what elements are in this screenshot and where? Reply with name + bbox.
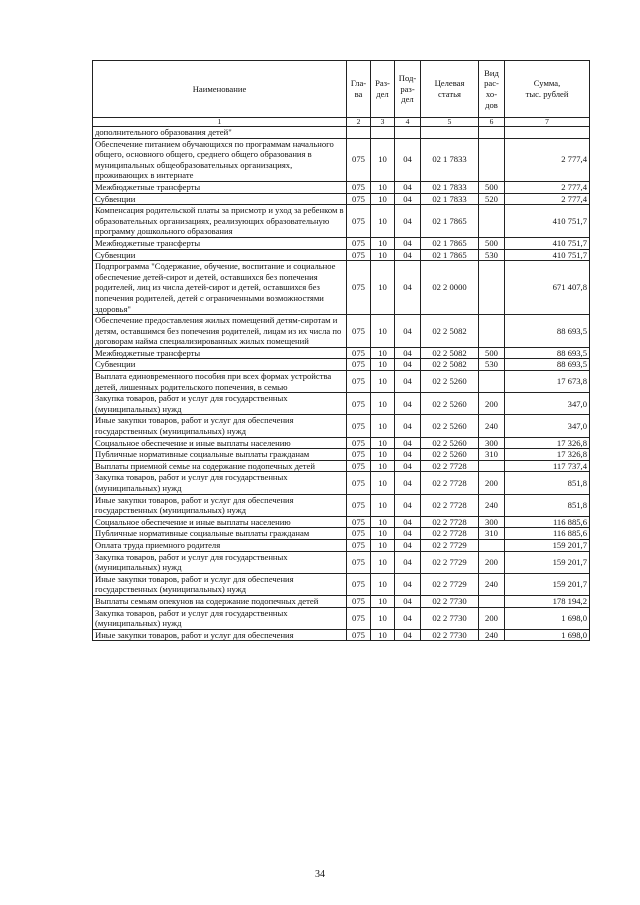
row-target: 02 2 7728 [421, 472, 479, 494]
row-razdel: 10 [371, 551, 395, 573]
row-name: Публичные нормативные социальные выплаты гражданам [93, 528, 347, 540]
row-name: Закупка товаров, работ и услуг для государственных (муниципальных) нужд [93, 472, 347, 494]
row-sum: 116 885,6 [505, 516, 590, 528]
row-glava: 075 [347, 494, 371, 516]
row-glava: 075 [347, 193, 371, 205]
row-vid: 240 [479, 415, 505, 437]
row-glava: 075 [347, 437, 371, 449]
row-podrazdel: 04 [395, 494, 421, 516]
row-name: Закупка товаров, работ и услуг для государственных (муниципальных) нужд [93, 607, 347, 629]
header-vid: Вид рас- хо- дов [479, 61, 505, 118]
row-sum: 88 693,5 [505, 347, 590, 359]
row-razdel: 10 [371, 193, 395, 205]
row-target: 02 2 0000 [421, 261, 479, 315]
row-target: 02 2 5082 [421, 347, 479, 359]
row-sum: 178 194,2 [505, 595, 590, 607]
row-podrazdel: 04 [395, 181, 421, 193]
row-podrazdel: 04 [395, 315, 421, 348]
row-glava: 075 [347, 261, 371, 315]
row-vid: 200 [479, 472, 505, 494]
row-name: Обеспечение предоставления жилых помещений детям-сиротам и детям, оставшимся без попечения родителей, лицам из их числа по договорам найма специализированных жилых помещений [93, 315, 347, 348]
row-podrazdel: 04 [395, 449, 421, 461]
row-glava: 075 [347, 237, 371, 249]
row-razdel: 10 [371, 261, 395, 315]
row-target: 02 2 5082 [421, 359, 479, 371]
row-glava: 075 [347, 249, 371, 261]
row-razdel: 10 [371, 249, 395, 261]
row-razdel: 10 [371, 539, 395, 551]
row-target: 02 2 7730 [421, 607, 479, 629]
budget-table [92, 60, 590, 641]
table-row [93, 415, 590, 437]
table-row [93, 315, 590, 348]
row-sum: 851,8 [505, 494, 590, 516]
row-name: Выплаты приемной семье на содержание подопечных детей [93, 460, 347, 472]
table-row [93, 249, 590, 261]
table-row [93, 261, 590, 315]
row-target: 02 2 5260 [421, 449, 479, 461]
table-row [93, 494, 590, 516]
row-vid: 200 [479, 393, 505, 415]
row-target: 02 1 7833 [421, 138, 479, 181]
row-glava: 075 [347, 539, 371, 551]
table-row [93, 629, 590, 641]
row-glava: 075 [347, 393, 371, 415]
row-target: 02 1 7865 [421, 237, 479, 249]
table-row [93, 193, 590, 205]
row-sum: 410 751,7 [505, 205, 590, 238]
row-podrazdel [395, 127, 421, 139]
row-sum: 17 326,8 [505, 449, 590, 461]
row-sum: 671 407,8 [505, 261, 590, 315]
header-row [93, 61, 590, 118]
row-podrazdel: 04 [395, 347, 421, 359]
row-target: 02 2 5082 [421, 315, 479, 348]
row-vid: 500 [479, 347, 505, 359]
row-razdel: 10 [371, 472, 395, 494]
table-row [93, 359, 590, 371]
row-razdel: 10 [371, 371, 395, 393]
row-glava: 075 [347, 460, 371, 472]
row-vid [479, 261, 505, 315]
row-razdel: 10 [371, 516, 395, 528]
row-razdel: 10 [371, 315, 395, 348]
row-glava: 075 [347, 205, 371, 238]
row-vid: 240 [479, 629, 505, 641]
column-number: 6 [479, 118, 505, 127]
row-podrazdel: 04 [395, 415, 421, 437]
row-vid: 310 [479, 449, 505, 461]
row-razdel: 10 [371, 528, 395, 540]
row-sum: 88 693,5 [505, 315, 590, 348]
row-name: Иные закупки товаров, работ и услуг для обеспечения государственных (муниципальных) нужд [93, 415, 347, 437]
row-glava: 075 [347, 528, 371, 540]
budget-table-sheet [92, 60, 589, 641]
header-target: Целевая статья [421, 61, 479, 118]
row-razdel: 10 [371, 393, 395, 415]
row-razdel: 10 [371, 607, 395, 629]
row-name: Иные закупки товаров, работ и услуг для обеспечения государственных (муниципальных) нужд [93, 573, 347, 595]
row-glava: 075 [347, 315, 371, 348]
row-name: Иные закупки товаров, работ и услуг для обеспечения [93, 629, 347, 641]
row-name: Выплаты семьям опекунов на содержание подопечных детей [93, 595, 347, 607]
header-podrazdel: Под- раз- дел [395, 61, 421, 118]
row-glava: 075 [347, 347, 371, 359]
row-name: дополнительного образования детей" [93, 127, 347, 139]
row-name: Подпрограмма "Содержание, обучение, воспитание и социальное обеспечение детей-сирот и детей, оставшихся без попечения родителей, лиц из числа детей-сирот и детей, оставшихся без попечения родителей, детей с ограниченными возможностями здоровья" [93, 261, 347, 315]
row-name: Межбюджетные трансферты [93, 237, 347, 249]
row-name: Оплата труда приемного родителя [93, 539, 347, 551]
row-sum: 159 201,7 [505, 539, 590, 551]
row-vid: 500 [479, 181, 505, 193]
row-podrazdel: 04 [395, 516, 421, 528]
row-vid: 520 [479, 193, 505, 205]
row-podrazdel: 04 [395, 393, 421, 415]
row-target: 02 2 7728 [421, 516, 479, 528]
row-podrazdel: 04 [395, 261, 421, 315]
table-row [93, 393, 590, 415]
column-number: 4 [395, 118, 421, 127]
row-sum: 17 326,8 [505, 437, 590, 449]
table-header [93, 61, 590, 127]
row-name: Межбюджетные трансферты [93, 347, 347, 359]
table-row [93, 607, 590, 629]
table-body [93, 127, 590, 641]
row-sum: 410 751,7 [505, 237, 590, 249]
row-podrazdel: 04 [395, 237, 421, 249]
row-vid: 200 [479, 607, 505, 629]
row-podrazdel: 04 [395, 437, 421, 449]
row-vid [479, 539, 505, 551]
row-name: Иные закупки товаров, работ и услуг для обеспечения государственных (муниципальных) нужд [93, 494, 347, 516]
row-target: 02 2 5260 [421, 415, 479, 437]
header-name: Наименование [93, 61, 347, 118]
row-glava: 075 [347, 551, 371, 573]
row-vid: 530 [479, 359, 505, 371]
row-target: 02 2 7729 [421, 573, 479, 595]
row-razdel: 10 [371, 347, 395, 359]
row-razdel: 10 [371, 237, 395, 249]
row-name: Компенсация родительской платы за присмотр и уход за ребенком в образовательных организациях, реализующих образовательную программу дошкольного образования [93, 205, 347, 238]
row-podrazdel: 04 [395, 205, 421, 238]
table-row [93, 539, 590, 551]
row-vid: 240 [479, 494, 505, 516]
row-glava: 075 [347, 516, 371, 528]
table-row [93, 205, 590, 238]
row-sum: 1 698,0 [505, 607, 590, 629]
row-sum: 347,0 [505, 393, 590, 415]
column-number: 1 [93, 118, 347, 127]
row-target: 02 2 5260 [421, 371, 479, 393]
row-podrazdel: 04 [395, 249, 421, 261]
row-name: Межбюджетные трансферты [93, 181, 347, 193]
row-podrazdel: 04 [395, 595, 421, 607]
column-number: 7 [505, 118, 590, 127]
row-target [421, 127, 479, 139]
table-row [93, 472, 590, 494]
row-sum: 2 777,4 [505, 138, 590, 181]
row-target: 02 2 7730 [421, 595, 479, 607]
row-podrazdel: 04 [395, 460, 421, 472]
row-podrazdel: 04 [395, 138, 421, 181]
column-number: 3 [371, 118, 395, 127]
row-vid: 240 [479, 573, 505, 595]
row-podrazdel: 04 [395, 472, 421, 494]
row-glava: 075 [347, 573, 371, 595]
row-podrazdel: 04 [395, 193, 421, 205]
row-name: Выплата единовременного пособия при всех формах устройства детей, лишенных родительского попечения, в семью [93, 371, 347, 393]
row-glava: 075 [347, 415, 371, 437]
row-name: Субвенции [93, 193, 347, 205]
row-podrazdel: 04 [395, 539, 421, 551]
row-razdel: 10 [371, 595, 395, 607]
table-row [93, 437, 590, 449]
row-glava: 075 [347, 472, 371, 494]
row-sum: 410 751,7 [505, 249, 590, 261]
row-sum: 88 693,5 [505, 359, 590, 371]
table-row [93, 138, 590, 181]
row-target: 02 2 7728 [421, 460, 479, 472]
table-row [93, 347, 590, 359]
row-vid [479, 315, 505, 348]
row-name: Субвенции [93, 359, 347, 371]
row-glava [347, 127, 371, 139]
row-name: Обеспечение питанием обучающихся по программам начального общего, основного общего, среднего общего образования в муниципальных общеобразовательных организациях, проживающих в интернате [93, 138, 347, 181]
row-sum: 1 698,0 [505, 629, 590, 641]
row-target: 02 1 7833 [421, 181, 479, 193]
row-podrazdel: 04 [395, 551, 421, 573]
row-razdel: 10 [371, 449, 395, 461]
row-vid [479, 595, 505, 607]
table-row [93, 237, 590, 249]
row-sum: 159 201,7 [505, 551, 590, 573]
row-sum: 2 777,4 [505, 181, 590, 193]
table-row [93, 460, 590, 472]
row-vid: 300 [479, 437, 505, 449]
row-glava: 075 [347, 629, 371, 641]
row-name: Закупка товаров, работ и услуг для государственных (муниципальных) нужд [93, 393, 347, 415]
table-row [93, 449, 590, 461]
row-vid: 530 [479, 249, 505, 261]
row-target: 02 1 7833 [421, 193, 479, 205]
row-vid: 200 [479, 551, 505, 573]
row-sum: 117 737,4 [505, 460, 590, 472]
header-razdel: Раз- дел [371, 61, 395, 118]
row-glava: 075 [347, 181, 371, 193]
row-target: 02 2 5260 [421, 393, 479, 415]
row-podrazdel: 04 [395, 629, 421, 641]
table-row [93, 127, 590, 139]
table-row [93, 371, 590, 393]
row-sum: 116 885,6 [505, 528, 590, 540]
row-target: 02 1 7865 [421, 249, 479, 261]
row-sum: 851,8 [505, 472, 590, 494]
row-glava: 075 [347, 371, 371, 393]
row-vid [479, 371, 505, 393]
row-glava: 075 [347, 138, 371, 181]
row-razdel [371, 127, 395, 139]
row-name: Субвенции [93, 249, 347, 261]
column-number-row [93, 118, 590, 127]
row-vid [479, 127, 505, 139]
row-vid [479, 460, 505, 472]
row-name: Социальное обеспечение и иные выплаты населению [93, 437, 347, 449]
row-glava: 075 [347, 607, 371, 629]
row-sum: 2 777,4 [505, 193, 590, 205]
table-row [93, 516, 590, 528]
row-vid: 500 [479, 237, 505, 249]
header-sum: Сумма, тыс. рублей [505, 61, 590, 118]
row-target: 02 2 5260 [421, 437, 479, 449]
row-vid [479, 138, 505, 181]
row-sum: 17 673,8 [505, 371, 590, 393]
table-row [93, 181, 590, 193]
row-name: Социальное обеспечение и иные выплаты населению [93, 516, 347, 528]
row-sum: 159 201,7 [505, 573, 590, 595]
table-row [93, 528, 590, 540]
row-name: Закупка товаров, работ и услуг для государственных (муниципальных) нужд [93, 551, 347, 573]
row-glava: 075 [347, 449, 371, 461]
row-podrazdel: 04 [395, 371, 421, 393]
row-vid [479, 205, 505, 238]
row-sum: 347,0 [505, 415, 590, 437]
row-razdel: 10 [371, 460, 395, 472]
row-podrazdel: 04 [395, 528, 421, 540]
row-razdel: 10 [371, 359, 395, 371]
row-podrazdel: 04 [395, 607, 421, 629]
row-razdel: 10 [371, 205, 395, 238]
row-vid: 310 [479, 528, 505, 540]
row-razdel: 10 [371, 415, 395, 437]
row-target: 02 2 7730 [421, 629, 479, 641]
row-sum [505, 127, 590, 139]
row-target: 02 1 7865 [421, 205, 479, 238]
row-name: Публичные нормативные социальные выплаты гражданам [93, 449, 347, 461]
row-razdel: 10 [371, 573, 395, 595]
table-row [93, 551, 590, 573]
row-razdel: 10 [371, 494, 395, 516]
column-number: 5 [421, 118, 479, 127]
row-podrazdel: 04 [395, 573, 421, 595]
row-target: 02 2 7729 [421, 539, 479, 551]
column-number: 2 [347, 118, 371, 127]
row-razdel: 10 [371, 181, 395, 193]
table-row [93, 595, 590, 607]
row-vid: 300 [479, 516, 505, 528]
row-razdel: 10 [371, 437, 395, 449]
row-podrazdel: 04 [395, 359, 421, 371]
row-target: 02 2 7728 [421, 528, 479, 540]
row-razdel: 10 [371, 629, 395, 641]
row-razdel: 10 [371, 138, 395, 181]
header-glava: Гла- ва [347, 61, 371, 118]
row-glava: 075 [347, 359, 371, 371]
row-glava: 075 [347, 595, 371, 607]
row-target: 02 2 7728 [421, 494, 479, 516]
page-number: 34 [315, 869, 325, 880]
row-target: 02 2 7729 [421, 551, 479, 573]
table-row [93, 573, 590, 595]
